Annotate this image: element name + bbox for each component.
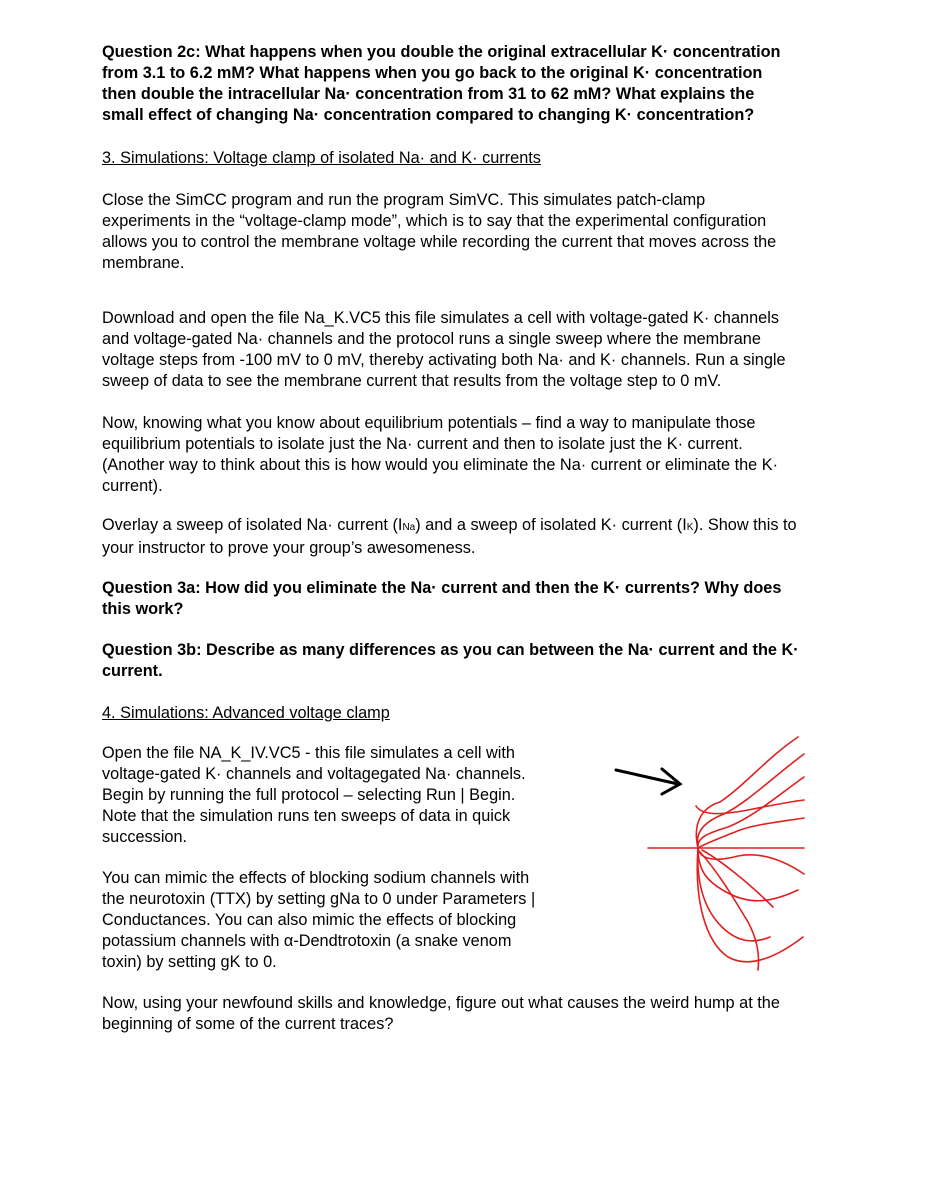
question-2c (102, 42, 780, 126)
current-traces-sketch (608, 732, 808, 977)
text-line: beginning of some of the current traces? (102, 1015, 394, 1033)
section-3-paragraph-1 (102, 190, 776, 274)
section-4-paragraph-3 (102, 993, 780, 1035)
section-4-paragraph-1 (102, 743, 572, 848)
current-trace (697, 754, 804, 848)
text-line: your instructor to prove your group’s awesomeness. (102, 539, 476, 557)
sketch-svg (608, 732, 808, 977)
text-line: Open the file NA_K_IV.VC5 - this file simulates a cell with (102, 744, 515, 762)
subscript-k: K (686, 522, 694, 533)
text-line: membrane. (102, 254, 185, 272)
red-traces (648, 737, 804, 970)
text-line: potassium channels with α-Dendtrotoxin (a snake venom (102, 932, 512, 950)
question-3b (102, 640, 799, 682)
text-segment: Overlay a sweep of isolated Na· current (I (102, 516, 403, 534)
text-line: Close the SimCC program and run the program SimVC. This simulates patch-clamp (102, 191, 706, 209)
question-3a (102, 578, 781, 620)
pointer-arrow-icon (616, 769, 680, 794)
text-line: voltage-gated K· channels and voltagegated Na· channels. (102, 765, 526, 783)
section-3-paragraph-3 (102, 413, 778, 497)
q3a-line: Question 3a: How did you eliminate the Na· current and then the K· currents? Why does (102, 579, 782, 597)
current-trace (698, 818, 804, 848)
text-line: toxin) by setting gK to 0. (102, 953, 277, 971)
text-line: Now, knowing what you know about equilibrium potentials – find a way to manipulate those (102, 414, 756, 432)
text-line: Download and open the file Na_K.VC5 this file simulates a cell with voltage-gated K· channels (102, 309, 779, 327)
q3b-line: Question 3b: Describe as many differences as you can between the Na· current and the K· (102, 641, 799, 659)
section-4-heading: 4. Simulations: Advanced voltage clamp (102, 704, 390, 722)
subscript-na: Na (402, 522, 416, 533)
arrow-shaft (616, 770, 678, 784)
q2c-line: Question 2c: What happens when you double the original extracellular K· concentration (102, 43, 781, 61)
text-line: equilibrium potentials to isolate just the Na· current and then to isolate just the K· current. (102, 435, 743, 453)
text-line: Conductances. You can also mimic the effects of blocking (102, 911, 517, 929)
q2c-line: from 3.1 to 6.2 mM? What happens when you go back to the original K· concentration (102, 64, 763, 82)
text-line: current). (102, 477, 163, 495)
current-trace (698, 777, 804, 848)
q3a-line: this work? (102, 600, 184, 618)
text-line: the neurotoxin (TTX) by setting gNa to 0 under Parameters | (102, 890, 536, 908)
text-line (102, 515, 797, 538)
text-line: Now, using your newfound skills and knowledge, figure out what causes the weird hump at the (102, 994, 780, 1012)
text-line: Note that the simulation runs ten sweeps of data in quick (102, 807, 511, 825)
text-line: You can mimic the effects of blocking sodium channels with (102, 869, 530, 887)
section-3-paragraph-4 (102, 515, 797, 559)
text-line: sweep of data to see the membrane current that results from the voltage step to 0 mV. (102, 372, 722, 390)
text-line: (Another way to think about this is how would you eliminate the Na· current or eliminate the K· (102, 456, 779, 474)
text-segment: ). Show this to (693, 516, 797, 534)
section-3-heading: 3. Simulations: Voltage clamp of isolated Na· and K· currents (102, 149, 541, 167)
current-trace (700, 852, 759, 970)
text-line: voltage steps from -100 mV to 0 mV, thereby activating both Na· and K· channels. Run a single (102, 351, 786, 369)
current-trace (696, 800, 804, 814)
text-line: succession. (102, 828, 188, 846)
text-line: and voltage-gated Na· channels and the protocol runs a single sweep where the membrane (102, 330, 761, 348)
q2c-line: small effect of changing Na· concentration compared to changing K· concentration? (102, 106, 755, 124)
text-segment: ) and a sweep of isolated K· current (I (415, 516, 687, 534)
q3b-line: current. (102, 662, 163, 680)
section-4-paragraph-2 (102, 868, 572, 973)
q2c-line: then double the intracellular Na· concentration from 31 to 62 mM? What explains the (102, 85, 755, 103)
text-line: Begin by running the full protocol – selecting Run | Begin. (102, 786, 516, 804)
text-line: allows you to control the membrane voltage while recording the current that moves across the (102, 233, 777, 251)
section-3-paragraph-2 (102, 308, 786, 392)
text-line: experiments in the “voltage-clamp mode”, which is to say that the experimental configuration (102, 212, 767, 230)
